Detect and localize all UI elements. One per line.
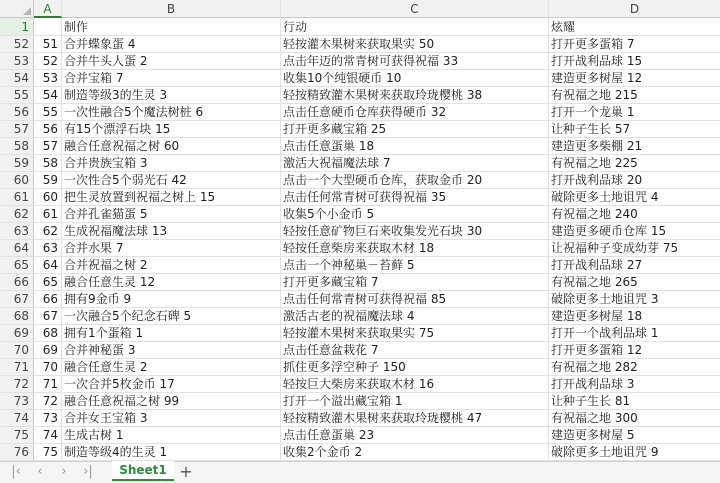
table-row bbox=[0, 427, 720, 444]
cell-c[interactable]: 轻按任意柴房来获取木材 18 bbox=[281, 240, 549, 257]
cell-a[interactable]: 54 bbox=[34, 87, 62, 104]
table-row bbox=[0, 223, 720, 240]
cell-c[interactable]: 点击任何常青树可获得祝福 85 bbox=[281, 291, 549, 308]
cell-b[interactable]: 合并女王宝箱 3 bbox=[62, 410, 281, 427]
cell-c[interactable]: 打开一个溢出藏宝箱 1 bbox=[281, 393, 549, 410]
cell-c[interactable]: 轻按灌木果树来获取果实 75 bbox=[281, 325, 549, 342]
cell-a[interactable]: 73 bbox=[34, 410, 62, 427]
cell-d[interactable]: 建造更多硬币仓库 15 bbox=[549, 223, 720, 240]
cell-a[interactable]: 75 bbox=[34, 444, 62, 461]
cell-b[interactable]: 融合任意生灵 2 bbox=[62, 359, 281, 376]
row-number[interactable]: 65 bbox=[0, 257, 34, 274]
cell-a[interactable]: 51 bbox=[34, 36, 62, 53]
cell-a[interactable]: 53 bbox=[34, 70, 62, 87]
cell-d[interactable]: 有祝福之地 215 bbox=[549, 87, 720, 104]
cell-d[interactable]: 打开战利品球 27 bbox=[549, 257, 720, 274]
cell-b[interactable]: 融合任意祝福之树 60 bbox=[62, 138, 281, 155]
table-row bbox=[0, 70, 720, 87]
cell-c[interactable]: 轻按任意矿物巨石来收集发光石块 30 bbox=[281, 223, 549, 240]
table-row bbox=[0, 410, 720, 427]
cell-b[interactable]: 融合任意生灵 12 bbox=[62, 274, 281, 291]
cell-b[interactable]: 合并神秘蛋 3 bbox=[62, 342, 281, 359]
cell-b[interactable]: 合并牛头人蛋 2 bbox=[62, 53, 281, 70]
row-number[interactable]: 57 bbox=[0, 121, 34, 138]
table-row bbox=[0, 189, 720, 206]
cell-b[interactable]: 拥有9金币 9 bbox=[62, 291, 281, 308]
cell-b[interactable]: 合并孔雀猫蛋 5 bbox=[62, 206, 281, 223]
corner-triangle-icon bbox=[23, 7, 31, 15]
row-number[interactable]: 75 bbox=[0, 427, 34, 444]
row-number[interactable]: 1 bbox=[0, 18, 34, 36]
table-row bbox=[0, 376, 720, 393]
row-number[interactable]: 71 bbox=[0, 359, 34, 376]
row-number[interactable]: 66 bbox=[0, 274, 34, 291]
row-number[interactable]: 72 bbox=[0, 376, 34, 393]
table-row bbox=[0, 138, 720, 155]
cell-a[interactable]: 69 bbox=[34, 342, 62, 359]
row-number[interactable]: 59 bbox=[0, 155, 34, 172]
table-row bbox=[0, 155, 720, 172]
cell-a[interactable]: 56 bbox=[34, 121, 62, 138]
cell-d[interactable]: 让祝福种子变成幼芽 75 bbox=[549, 240, 720, 257]
header-data-row bbox=[0, 18, 720, 36]
cell-c[interactable]: 点击任意盆栽花 7 bbox=[281, 342, 549, 359]
table-row bbox=[0, 342, 720, 359]
cell-d[interactable]: 破除更多土地诅咒 3 bbox=[549, 291, 720, 308]
cell-d[interactable]: 让种子生长 57 bbox=[549, 121, 720, 138]
cell-c[interactable]: 收集2个金币 2 bbox=[281, 444, 549, 461]
cell-b[interactable]: 合并蝶象蛋 4 bbox=[62, 36, 281, 53]
cell-c[interactable]: 打开更多藏宝箱 25 bbox=[281, 121, 549, 138]
sheet-tab-sheet1[interactable]: Sheet1 bbox=[112, 461, 174, 481]
cell-a[interactable]: 74 bbox=[34, 427, 62, 444]
cell-c[interactable]: 收集10个纯银硬币 10 bbox=[281, 70, 549, 87]
cell-b[interactable]: 生成古树 1 bbox=[62, 427, 281, 444]
cell-b[interactable]: 合并宝箱 7 bbox=[62, 70, 281, 87]
cell-b1[interactable]: 制作 bbox=[62, 18, 281, 36]
row-number[interactable]: 67 bbox=[0, 291, 34, 308]
cell-a[interactable]: 61 bbox=[34, 206, 62, 223]
row-number[interactable]: 61 bbox=[0, 189, 34, 206]
cell-d[interactable]: 打开战利品球 3 bbox=[549, 376, 720, 393]
cell-c[interactable]: 抓住更多浮空种子 150 bbox=[281, 359, 549, 376]
column-header-c[interactable]: C bbox=[281, 0, 549, 18]
column-header-b[interactable]: B bbox=[62, 0, 281, 18]
cell-d1[interactable]: 炫耀 bbox=[549, 18, 720, 36]
cell-d[interactable]: 建造更多柴棚 21 bbox=[549, 138, 720, 155]
cell-c[interactable]: 轻按精致灌木果树来获取玲珑樱桃 47 bbox=[281, 410, 549, 427]
row-number[interactable]: 53 bbox=[0, 53, 34, 70]
row-number[interactable]: 76 bbox=[0, 444, 34, 461]
cell-b[interactable]: 一次融合5个纪念石碑 5 bbox=[62, 308, 281, 325]
cell-d[interactable]: 建造更多树屋 18 bbox=[549, 308, 720, 325]
cell-d[interactable]: 打开更多蛋箱 7 bbox=[549, 36, 720, 53]
cell-c1[interactable]: 行动 bbox=[281, 18, 549, 36]
row-number[interactable]: 73 bbox=[0, 393, 34, 410]
cell-a[interactable]: 62 bbox=[34, 223, 62, 240]
column-header-row bbox=[0, 0, 720, 18]
cell-a[interactable]: 67 bbox=[34, 308, 62, 325]
cell-d[interactable]: 打开战利品球 20 bbox=[549, 172, 720, 189]
cell-a[interactable]: 55 bbox=[34, 104, 62, 121]
row-number[interactable]: 64 bbox=[0, 240, 34, 257]
table-row bbox=[0, 291, 720, 308]
cell-d[interactable]: 有祝福之地 240 bbox=[549, 206, 720, 223]
cell-d[interactable]: 有祝福之地 282 bbox=[549, 359, 720, 376]
table-row bbox=[0, 325, 720, 342]
cell-c[interactable]: 轻按精致灌木果树来获取玲珑樱桃 38 bbox=[281, 87, 549, 104]
cell-b[interactable]: 合并贵族宝箱 3 bbox=[62, 155, 281, 172]
add-sheet-icon[interactable]: + bbox=[179, 462, 193, 481]
cell-d[interactable]: 打开更多蛋箱 12 bbox=[549, 342, 720, 359]
cell-a[interactable]: 63 bbox=[34, 240, 62, 257]
next-sheet-icon[interactable]: › bbox=[61, 464, 67, 479]
cell-a[interactable]: 68 bbox=[34, 325, 62, 342]
table-row bbox=[0, 393, 720, 410]
cell-d[interactable]: 建造更多树屋 5 bbox=[549, 427, 720, 444]
cell-b[interactable]: 融合任意祝福之树 99 bbox=[62, 393, 281, 410]
row-number[interactable]: 60 bbox=[0, 172, 34, 189]
table-row bbox=[0, 53, 720, 70]
cell-c[interactable]: 激活大祝福魔法球 7 bbox=[281, 155, 549, 172]
cell-d[interactable]: 破除更多土地诅咒 9 bbox=[549, 444, 720, 461]
cell-c[interactable]: 轻按巨大柴房来获取木材 16 bbox=[281, 376, 549, 393]
cell-a[interactable]: 59 bbox=[34, 172, 62, 189]
table-row bbox=[0, 444, 720, 461]
select-all-corner[interactable] bbox=[0, 0, 34, 18]
cell-b[interactable]: 一次性融合5个魔法树桩 6 bbox=[62, 104, 281, 121]
row-number[interactable]: 58 bbox=[0, 138, 34, 155]
cell-b[interactable]: 合并水果 7 bbox=[62, 240, 281, 257]
cell-b[interactable]: 制造等级3的生灵 3 bbox=[62, 87, 281, 104]
cell-c[interactable]: 点击任何常青树可获得祝福 35 bbox=[281, 189, 549, 206]
cell-d[interactable]: 打开一个龙巢 1 bbox=[549, 104, 720, 121]
table-row bbox=[0, 274, 720, 291]
cell-c[interactable]: 激活古老的祝福魔法球 4 bbox=[281, 308, 549, 325]
table-row bbox=[0, 359, 720, 376]
table-row bbox=[0, 240, 720, 257]
sheet-tab-bar bbox=[0, 461, 720, 483]
cell-d[interactable]: 打开一个战利品球 1 bbox=[549, 325, 720, 342]
cell-c[interactable]: 点击一个大型硬币仓库，获取金币 20 bbox=[281, 172, 549, 189]
table-row bbox=[0, 36, 720, 53]
row-number[interactable]: 74 bbox=[0, 410, 34, 427]
row-number[interactable]: 54 bbox=[0, 70, 34, 87]
table-row bbox=[0, 121, 720, 138]
cell-d[interactable]: 让种子生长 81 bbox=[549, 393, 720, 410]
row-number[interactable]: 56 bbox=[0, 104, 34, 121]
cell-b[interactable]: 有15个漂浮石块 15 bbox=[62, 121, 281, 138]
cell-d[interactable]: 建造更多树屋 12 bbox=[549, 70, 720, 87]
table-row bbox=[0, 172, 720, 189]
cell-c[interactable]: 点击一个神秘巢－苔藓 5 bbox=[281, 257, 549, 274]
cell-a[interactable]: 60 bbox=[34, 189, 62, 206]
row-number[interactable]: 68 bbox=[0, 308, 34, 325]
row-number[interactable]: 69 bbox=[0, 325, 34, 342]
row-number[interactable]: 63 bbox=[0, 223, 34, 240]
cell-b[interactable]: 制造等级4的生灵 1 bbox=[62, 444, 281, 461]
first-sheet-icon[interactable]: |‹ bbox=[11, 464, 21, 479]
cell-a[interactable]: 65 bbox=[34, 274, 62, 291]
cell-b[interactable]: 拥有1个蛋箱 1 bbox=[62, 325, 281, 342]
cell-b[interactable]: 把生灵放置到祝福之树上 15 bbox=[62, 189, 281, 206]
table-row bbox=[0, 104, 720, 121]
cell-a[interactable]: 52 bbox=[34, 53, 62, 70]
table-row bbox=[0, 87, 720, 104]
cell-d[interactable]: 打开战利品球 15 bbox=[549, 53, 720, 70]
cell-c[interactable]: 点击任意硬币仓库获得硬币 32 bbox=[281, 104, 549, 121]
cell-b[interactable]: 合并祝福之树 2 bbox=[62, 257, 281, 274]
table-row bbox=[0, 308, 720, 325]
row-number[interactable]: 52 bbox=[0, 36, 34, 53]
cell-b[interactable]: 一次性合5个弱光石 42 bbox=[62, 172, 281, 189]
cell-a1[interactable] bbox=[34, 18, 62, 36]
cell-b[interactable]: 一次合并5枚金币 17 bbox=[62, 376, 281, 393]
prev-sheet-icon[interactable]: ‹ bbox=[37, 464, 43, 479]
cell-d[interactable]: 有祝福之地 300 bbox=[549, 410, 720, 427]
cell-c[interactable]: 轻按灌木果树来获取果实 50 bbox=[281, 36, 549, 53]
row-number[interactable]: 55 bbox=[0, 87, 34, 104]
cell-c[interactable]: 点击任意蛋巢 23 bbox=[281, 427, 549, 444]
cell-a[interactable]: 57 bbox=[34, 138, 62, 155]
cell-a[interactable]: 64 bbox=[34, 257, 62, 274]
cell-d[interactable]: 有祝福之地 265 bbox=[549, 274, 720, 291]
row-number[interactable]: 70 bbox=[0, 342, 34, 359]
cell-c[interactable]: 点击年迈的常青树可获得祝福 33 bbox=[281, 53, 549, 70]
cell-a[interactable]: 66 bbox=[34, 291, 62, 308]
column-header-a[interactable]: A bbox=[34, 0, 62, 18]
cell-a[interactable]: 72 bbox=[34, 393, 62, 410]
cell-d[interactable]: 有祝福之地 225 bbox=[549, 155, 720, 172]
row-number[interactable]: 62 bbox=[0, 206, 34, 223]
cell-a[interactable]: 70 bbox=[34, 359, 62, 376]
cell-b[interactable]: 生成祝福魔法球 13 bbox=[62, 223, 281, 240]
cell-c[interactable]: 收集5个小金币 5 bbox=[281, 206, 549, 223]
column-header-d[interactable]: D bbox=[549, 0, 720, 18]
cell-c[interactable]: 打开更多藏宝箱 7 bbox=[281, 274, 549, 291]
cell-c[interactable]: 点击任意蛋巢 18 bbox=[281, 138, 549, 155]
last-sheet-icon[interactable]: ›| bbox=[83, 464, 93, 479]
table-row bbox=[0, 257, 720, 274]
cell-d[interactable]: 破除更多土地诅咒 4 bbox=[549, 189, 720, 206]
cell-a[interactable]: 71 bbox=[34, 376, 62, 393]
table-row bbox=[0, 206, 720, 223]
cell-a[interactable]: 58 bbox=[34, 155, 62, 172]
